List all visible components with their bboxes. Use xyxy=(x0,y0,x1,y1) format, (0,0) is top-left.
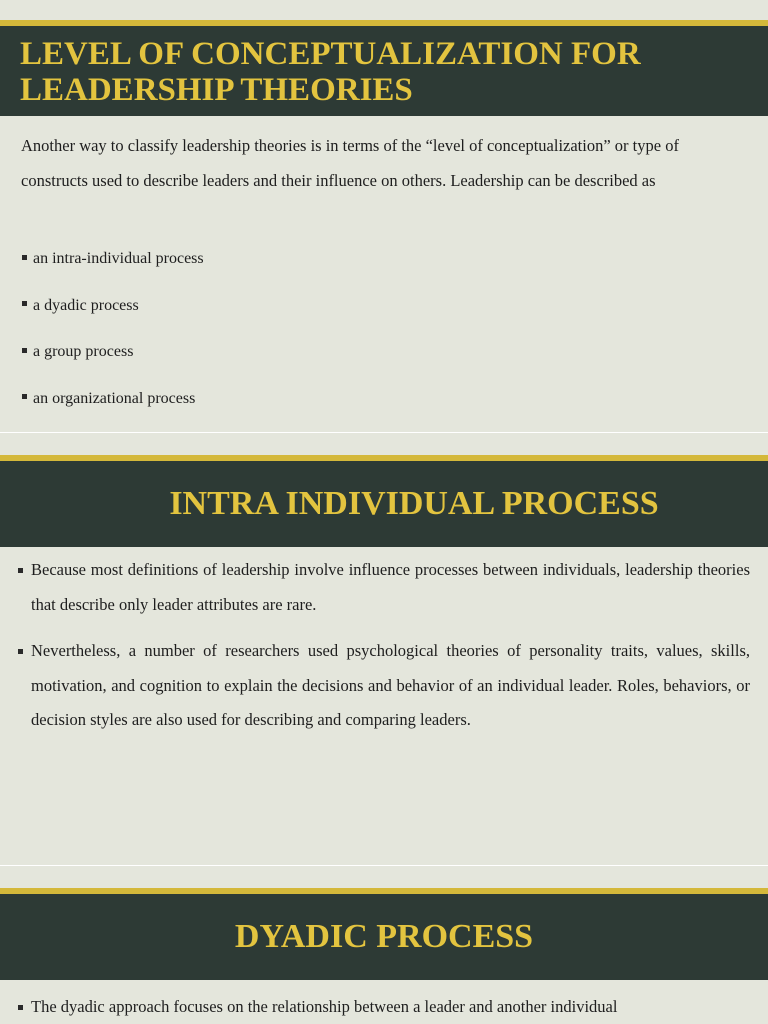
list-item xyxy=(22,336,742,383)
bullet-text: an intra-individual process xyxy=(33,250,204,267)
slide-title: LEVEL OF CONCEPTUALIZATION FOR LEADERSHIP THEORIES xyxy=(20,36,641,108)
square-bullet-icon xyxy=(22,255,27,260)
square-bullet-icon xyxy=(18,568,23,573)
intro-paragraph: Another way to classify leadership theories is in terms of the “level of conceptualization” or type of constructs used to describe leaders and their influence on others. Leadership can be described as xyxy=(21,136,679,190)
list-item xyxy=(22,243,742,290)
list-item xyxy=(18,990,750,1024)
slide-dyadic-process xyxy=(0,866,768,1024)
list-item xyxy=(22,290,742,337)
slide-level-of-conceptualization xyxy=(0,0,768,432)
slide-title-bar xyxy=(0,455,768,547)
list-item xyxy=(18,634,750,738)
bullet-text: Nevertheless, a number of researchers used psychological theories of personality traits, values, skills, motivation, and cognition to explain the decisions and behavior of an individual leader. Roles, behaviors, or decision styles are also used for describing and comparing leaders. xyxy=(31,641,750,729)
slide-title: DYADIC PROCESS xyxy=(234,918,534,955)
bullet-text: The dyadic approach focuses on the relationship between a leader and another individual xyxy=(31,997,618,1016)
square-bullet-icon xyxy=(18,649,23,654)
bullet-text: a group process xyxy=(33,343,134,360)
square-bullet-icon xyxy=(18,1005,23,1010)
bullet-list xyxy=(22,243,742,429)
bullet-text: an organizational process xyxy=(33,389,196,407)
bullet-text: Because most definitions of leadership involve influence processes between individuals, leadership theories that describe only leader attributes are rare. xyxy=(31,560,750,614)
slide-title-bar xyxy=(0,20,768,116)
bullet-list xyxy=(18,990,750,1024)
bullet-text: a dyadic process xyxy=(33,296,139,314)
slide-title: INTRA INDIVIDUAL PROCESS xyxy=(169,485,659,522)
square-bullet-icon xyxy=(22,348,27,353)
square-bullet-icon xyxy=(22,301,27,306)
list-item xyxy=(22,383,742,430)
slide-intra-individual-process xyxy=(0,433,768,865)
slide-title-bar xyxy=(0,888,768,980)
list-item xyxy=(18,553,750,622)
bullet-list xyxy=(18,553,750,750)
square-bullet-icon xyxy=(22,394,27,399)
